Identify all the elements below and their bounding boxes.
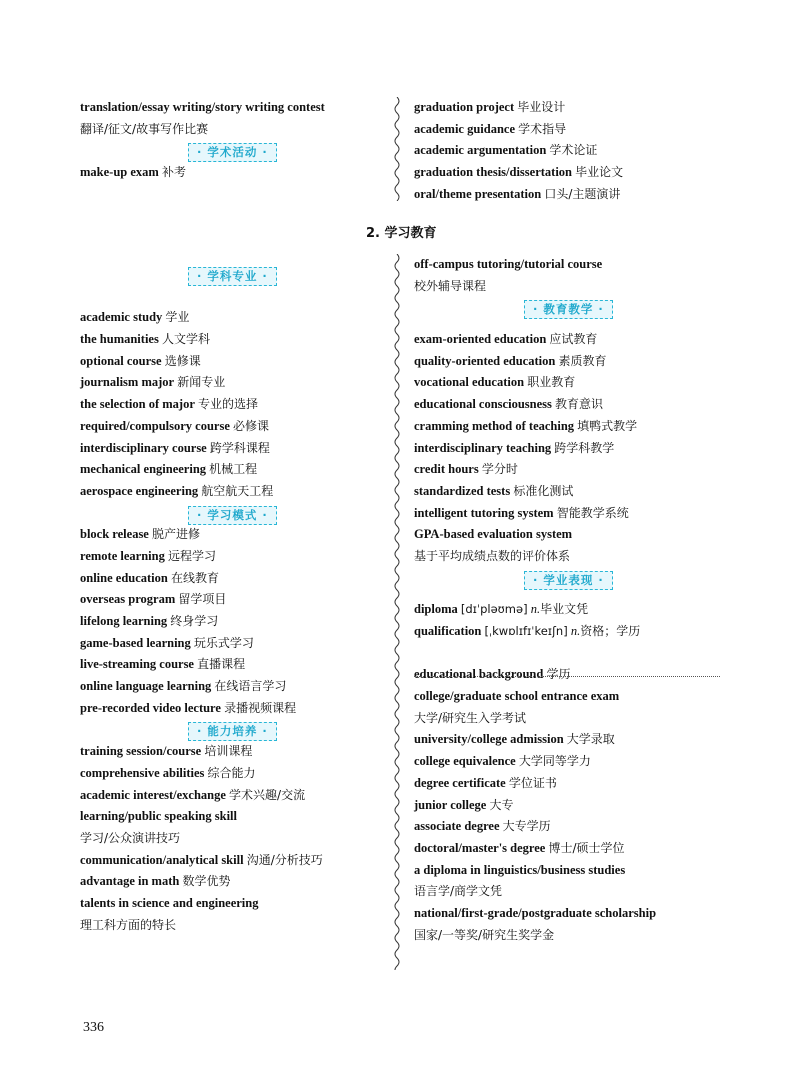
entry: 翻译/征文/故事写作比赛 xyxy=(80,121,209,136)
entry: mechanical engineering 机械工程 xyxy=(80,462,258,477)
left-column xyxy=(80,264,380,936)
entry: advantage in math 数学优势 xyxy=(80,874,231,889)
entry: lifelong learning 终身学习 xyxy=(80,614,219,628)
entry: associate degree 大专学历 xyxy=(414,819,551,834)
entry: required/compulsory course 必修课 xyxy=(80,418,270,433)
entry: 校外辅导课程 xyxy=(414,278,487,293)
entry-diploma: diploma [dɪˈpləʊmə] n.毕业文凭 xyxy=(414,602,589,617)
entry: college/graduate school entrance exam xyxy=(414,689,620,704)
entry: comprehensive abilities 综合能力 xyxy=(80,765,256,780)
entry: quality-oriented education 素质教育 xyxy=(414,353,607,368)
page-number: 336 xyxy=(83,1020,104,1035)
entry: national/first-grade/postgraduate scholarship xyxy=(414,905,657,920)
badge-education-teaching: · 教育教学 · xyxy=(524,300,613,319)
entry: cramming method of teaching 填鸭式教学 xyxy=(414,418,638,433)
badge-academic-activity: · 学术活动 · xyxy=(188,143,277,162)
entry-qualification: qualification [ˌkwɒlɪfɪˈkeɪʃn] n.资格；学历 xyxy=(414,624,641,638)
entry: the selection of major 专业的选择 xyxy=(80,397,259,412)
entry: talents in science and engineering xyxy=(80,895,259,910)
entry: pre-recorded video lecture 录播视频课程 xyxy=(80,700,297,715)
entry: off-campus tutoring/tutorial course xyxy=(414,257,603,271)
entry: game-based learning 玩乐式学习 xyxy=(80,635,254,650)
entry: academic guidance 学术指导 xyxy=(414,121,567,136)
right-column xyxy=(414,254,734,946)
entry: 理工科方面的特长 xyxy=(80,917,177,932)
entry: the humanities 人文学科 xyxy=(80,332,210,347)
entry: live-streaming course 直播课程 xyxy=(80,657,246,672)
badge-discipline-major: · 学科专业 · xyxy=(188,267,277,286)
entry: aerospace engineering 航空航天工程 xyxy=(80,483,274,498)
entry: academic interest/exchange 学术兴趣/交流 xyxy=(80,787,306,802)
wavy-divider-main xyxy=(391,254,403,970)
entry: exam-oriented education 应试教育 xyxy=(414,332,598,347)
entry: academic study 学业 xyxy=(80,310,190,325)
entry: remote learning 远程学习 xyxy=(80,548,216,563)
section-title: 2. 学习教育 xyxy=(366,226,437,241)
entry: a diploma in linguistics/business studies xyxy=(414,862,626,877)
entry: optional course 选修课 xyxy=(80,353,201,368)
entry: online language learning 在线语言学习 xyxy=(80,679,287,694)
top-right-block xyxy=(414,97,734,205)
entry: graduation thesis/dissertation 毕业论文 xyxy=(414,165,624,180)
entry: degree certificate 学位证书 xyxy=(414,775,557,790)
entry: 学习/公众演讲技巧 xyxy=(80,830,181,845)
entry: overseas program 留学项目 xyxy=(80,592,227,607)
entry: graduation project 毕业设计 xyxy=(414,100,566,114)
entry: vocational education 职业教育 xyxy=(414,375,576,390)
entry: junior college 大专 xyxy=(414,797,514,812)
entry: oral/theme presentation 口头/主题演讲 xyxy=(414,186,621,201)
entry: interdisciplinary course 跨学科课程 xyxy=(80,440,270,455)
entry: communication/analytical skill 沟通/分析技巧 xyxy=(80,852,323,867)
entry: educational consciousness 教育意识 xyxy=(414,397,604,412)
entry: educational background 学历 xyxy=(414,667,571,682)
entry: doctoral/master's degree 博士/硕士学位 xyxy=(414,840,625,855)
entry: academic argumentation 学术论证 xyxy=(414,143,598,158)
entry: training session/course 培训课程 xyxy=(80,744,253,759)
entry: learning/public speaking skill xyxy=(80,809,237,824)
entry: journalism major 新闻专业 xyxy=(80,375,226,390)
dotted-divider xyxy=(414,676,720,677)
entry: credit hours 学分时 xyxy=(414,462,518,477)
top-left-block xyxy=(80,97,380,184)
badge-ability-training: · 能力培养 · xyxy=(188,722,277,741)
entry: college equivalence 大学同等学力 xyxy=(414,754,591,769)
wavy-divider-top xyxy=(391,97,403,201)
badge-learning-mode: · 学习模式 · xyxy=(188,506,277,525)
entry: 基于平均成绩点数的评价体系 xyxy=(414,548,571,563)
entry: 大学/研究生入学考试 xyxy=(414,710,527,725)
entry: online education 在线教育 xyxy=(80,570,220,585)
entry: make-up exam 补考 xyxy=(80,165,186,180)
entry: university/college admission 大学录取 xyxy=(414,732,615,747)
entry: translation/essay writing/story writing contest xyxy=(80,100,325,114)
entry: 国家/一等奖/研究生奖学金 xyxy=(414,927,555,942)
entry: standardized tests 标准化测试 xyxy=(414,483,574,498)
entry: intelligent tutoring system 智能教学系统 xyxy=(414,505,629,520)
entry: 语言学/商学文凭 xyxy=(414,884,503,899)
badge-academic-performance: · 学业表现 · xyxy=(524,571,613,590)
entry: GPA-based evaluation system xyxy=(414,527,573,542)
entry: interdisciplinary teaching 跨学科教学 xyxy=(414,440,615,455)
entry: block release 脱产进修 xyxy=(80,527,200,542)
